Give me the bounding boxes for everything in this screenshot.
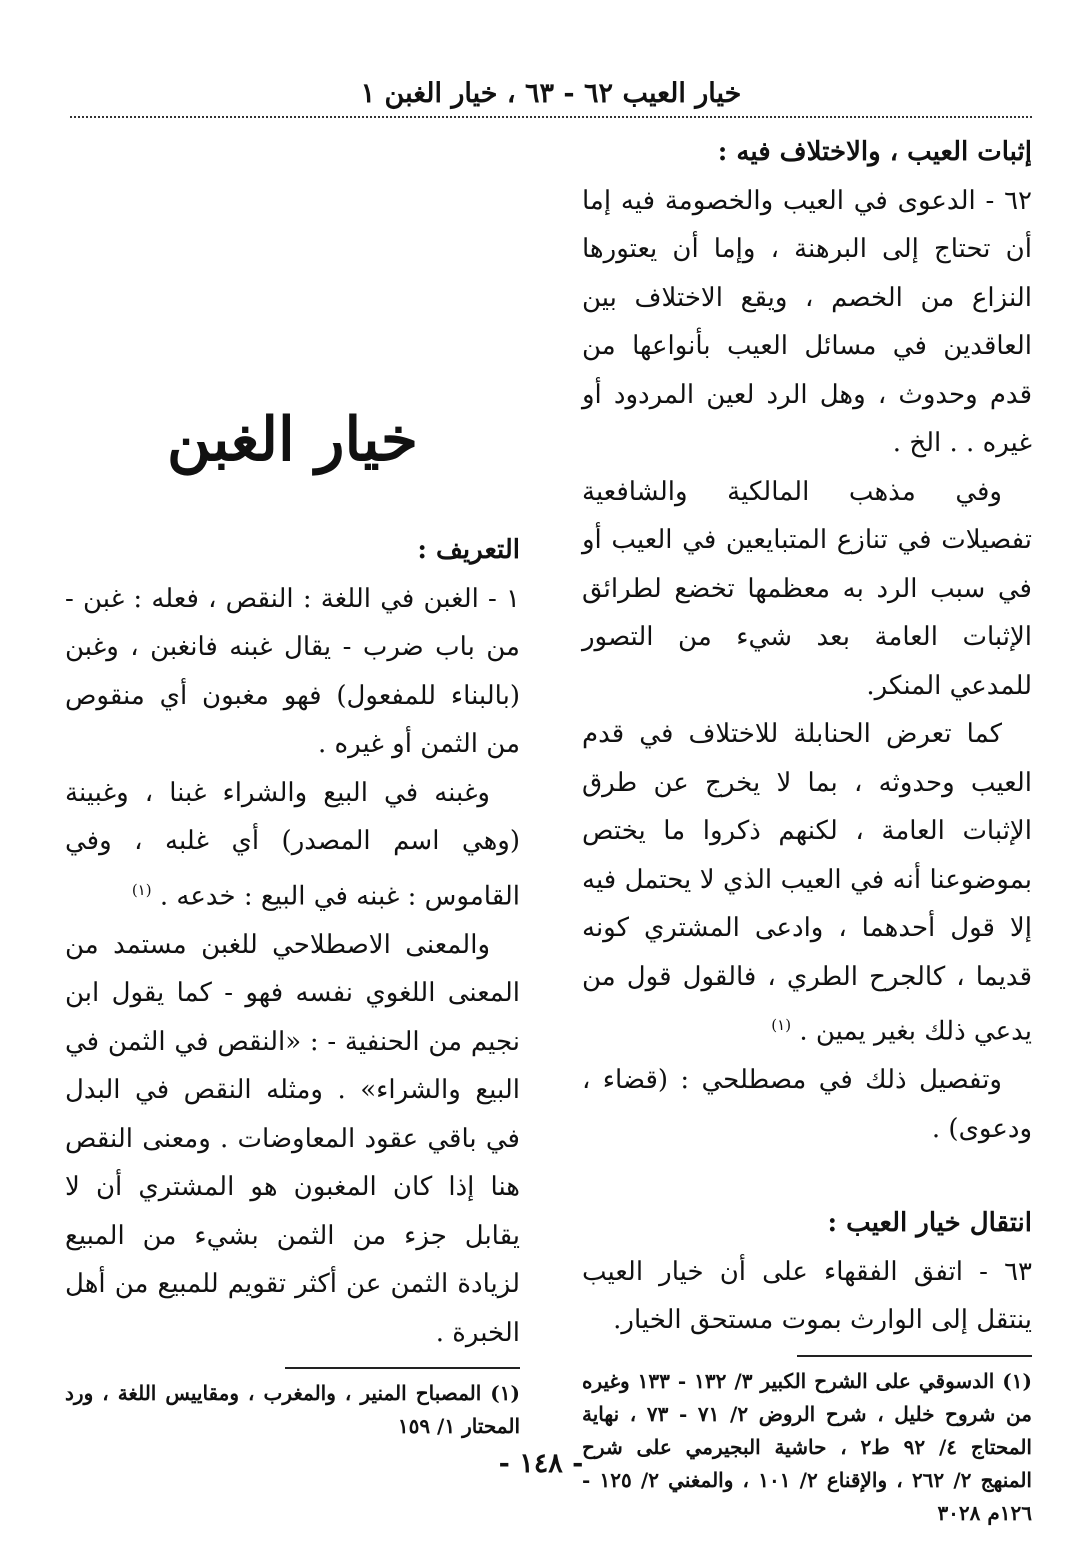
footnote-right: (١) الدسوقي على الشرح الكبير ٣/ ١٣٢ - ١٣٣ وغيره من شروح خليل ، شرح الروض ٢/ ٧١ - ٧٣ ، نهاية المحتاج ٤/ ٩٢ ط٢ ، حاشية البجيرمي على شرح المنهج ٢/ ٢٦٢ ، والإقناع ٢/ ١٠١ ، والمغني ٢/ ١٢٥ - ١٢٦م ٣٠٢٨	[582, 1368, 1032, 1525]
heading-transfer-of-option: انتقال خيار العيب :	[827, 1208, 1032, 1239]
page-number: - ١٤٨ -	[498, 1448, 584, 1479]
paragraph-ghabn-in-sale-text: وغبنه في البيع والشراء غبنا ، وغبينة (وهي اسم المصدر) أي غلبه ، وفي القاموس : غبنه في البيع : خدعه .	[65, 777, 520, 912]
paragraph-maliki-shafii: وفي مذهب المالكية والشافعية تفصيلات في تنازع المتبايعين في العيب أو في سبب الرد به معظمها تخضع لطرائق الإثبات العامة بعد شيء من التصور للمدعي المنكر.	[582, 476, 1032, 701]
paragraph-hanbali	[582, 710, 1032, 1056]
running-title: خيار العيب ٦٢ - ٦٣ ، خيار الغبن ١	[360, 78, 742, 109]
left-column	[65, 400, 520, 1443]
section-title: خيار الغبن	[166, 405, 418, 475]
paragraph-details: وتفصيل ذلك في مصطلحي : (قضاء ، ودعوى) .	[582, 1065, 1032, 1144]
paragraph-63: ٦٣ - اتفق الفقهاء على أن خيار العيب ينتقل إلى الوارث بموت مستحق الخيار.	[582, 1256, 1032, 1336]
footnote-marker: (١)	[131, 880, 152, 899]
paragraph-technical-meaning: والمعنى الاصطلاحي للغبن مستمد من المعنى اللغوي نفسه فهو - كما يقول ابن نجيم من الحنفية - : «النقص في الثمن في البيع والشراء» . ومثله النقص في البدل في باقي عقود المعاوضات . ومعنى النقص هنا إذا كان المغبون هو المشتري أن لا يقابل جزء من الثمن بشيء من المبيع لزيادة الثمن عن أكثر تقويم للمبيع من أهل الخبرة .	[65, 929, 520, 1348]
footnote-left: (١) المصباح المنير ، والمغرب ، ومقاييس اللغة ، ورد المحتار ١/ ١٥٩	[65, 1381, 520, 1439]
heading-definition: التعريف :	[417, 535, 520, 565]
paragraph-hanbali-text: كما تعرض الحنابلة للاختلاف في قدم العيب وحدوثه ، بما لا يخرج عن طرق الإثبات العامة ، لكنهم ذكروا ما يختص بموضوعنا أنه في العيب الذي لا يحتمل فيه إلا قول أحدهما ، وادعى المشتري كونه قديما ، كالجرح الطري ، فالقول قول من يدعي ذلك بغير يمين .	[582, 719, 1032, 1047]
spacer	[582, 1153, 1032, 1199]
paragraph-ghabn-in-sale	[65, 769, 520, 921]
paragraph-1: ١ - الغبن في اللغة : النقص ، فعله : غبن - من باب ضرب - يقال غبنه فانغبن ، وغبن (بالبناء للمفعول) فهو مغبون أي منقوص من الثمن أو غيره .	[65, 583, 520, 759]
right-column	[582, 128, 1032, 1530]
header-dotted-rule	[70, 116, 1032, 118]
footnote-rule	[285, 1367, 520, 1369]
heading-proof-of-defect: إثبات العيب ، والاختلاف فيه :	[717, 137, 1032, 167]
footnote-marker: (١)	[771, 1016, 792, 1034]
paragraph-62: ٦٢ - الدعوى في العيب والخصومة فيه إما أن تحتاج إلى البرهنة ، وإما أن يعتورها النزاع من الخصم ، ويقع الاختلاف بين العاقدين في مسائل العيب بأنواعها من قدم وحدوث ، وهل الرد لعين المردود أو غيره . . الخ .	[582, 185, 1032, 458]
footnote-rule	[797, 1355, 1032, 1357]
